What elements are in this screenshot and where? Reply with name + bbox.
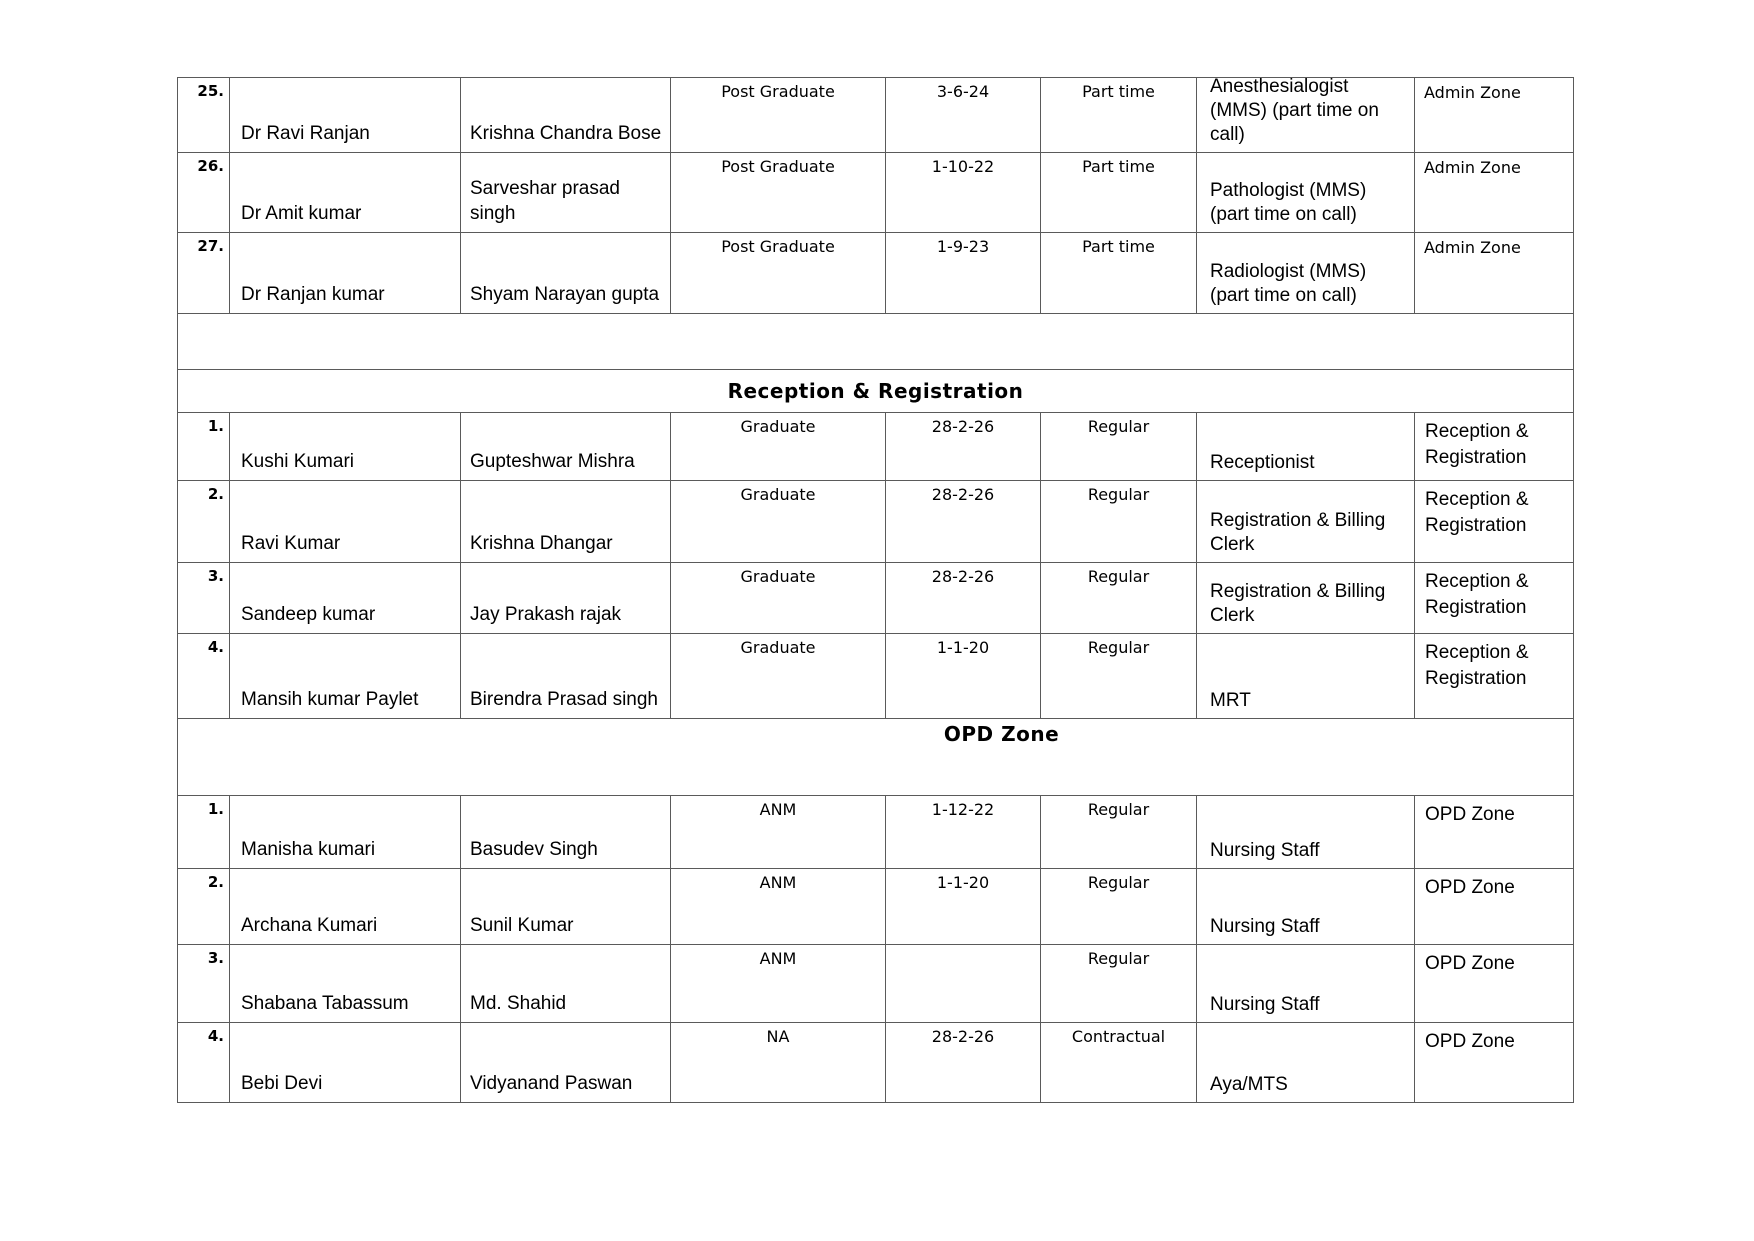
cell-name — [230, 945, 461, 1023]
cell-employment-type — [1041, 563, 1197, 634]
spacer-row — [178, 314, 1573, 370]
cell-father-name-text: Md. Shahid — [470, 993, 567, 1014]
cell-designation-text: MRT — [1210, 690, 1251, 711]
cell-qualification-text: ANM — [759, 949, 797, 968]
cell-father-name-text: Sunil Kumar — [470, 915, 574, 936]
cell-father-name — [461, 233, 671, 314]
cell-zone — [1415, 869, 1573, 945]
cell-qualification — [671, 634, 886, 719]
cell-zone — [1415, 153, 1573, 233]
cell-joining-date — [886, 481, 1041, 563]
cell-father-name — [461, 413, 671, 481]
cell-employment-type — [1041, 1023, 1197, 1102]
cell-name — [230, 563, 461, 634]
cell-serial-number-text: 3. — [207, 567, 224, 585]
cell-qualification — [671, 413, 886, 481]
cell-serial-number-text: 25. — [197, 82, 224, 100]
cell-joining-date-text: 28-2-26 — [931, 567, 995, 586]
cell-serial-number-text: 27. — [197, 237, 224, 255]
cell-qualification — [671, 78, 886, 153]
cell-designation-text: Radiologist (MMS) (part time on call) — [1210, 261, 1367, 306]
cell-designation — [1197, 78, 1415, 153]
cell-qualification — [671, 945, 886, 1023]
section-heading — [178, 370, 1573, 413]
cell-father-name-text: Jay Prakash rajak — [470, 604, 622, 625]
cell-serial-number-text: 1. — [207, 800, 224, 818]
cell-joining-date-text: 28-2-26 — [931, 485, 995, 504]
cell-father-name-text: Krishna Chandra Bose — [470, 123, 662, 144]
cell-employment-type — [1041, 869, 1197, 945]
cell-joining-date — [886, 634, 1041, 719]
cell-zone-text: Reception & Registration — [1425, 489, 1529, 536]
cell-joining-date — [886, 78, 1041, 153]
cell-designation-text: Receptionist — [1210, 452, 1315, 473]
cell-name-text: Mansih kumar Paylet — [241, 689, 419, 710]
cell-name-text: Shabana Tabassum — [241, 993, 409, 1014]
cell-serial-number — [178, 796, 230, 869]
cell-qualification-text: ANM — [759, 873, 797, 892]
cell-name — [230, 413, 461, 481]
cell-qualification-text: NA — [766, 1027, 790, 1046]
section-heading — [178, 719, 1573, 796]
cell-designation — [1197, 1023, 1415, 1102]
cell-employment-type-text: Regular — [1087, 873, 1150, 892]
cell-employment-type-text: Part time — [1082, 82, 1155, 101]
cell-zone-text: Admin Zone — [1424, 158, 1521, 177]
cell-designation — [1197, 153, 1415, 233]
cell-employment-type-text: Regular — [1087, 567, 1150, 586]
cell-qualification-text: Post Graduate — [721, 237, 835, 256]
cell-qualification — [671, 869, 886, 945]
cell-serial-number-text: 4. — [207, 638, 224, 656]
cell-serial-number-text: 26. — [197, 157, 224, 175]
cell-father-name-text: Krishna Dhangar — [470, 533, 613, 554]
cell-name — [230, 796, 461, 869]
cell-father-name — [461, 796, 671, 869]
cell-qualification-text: Post Graduate — [721, 157, 835, 176]
cell-serial-number — [178, 634, 230, 719]
cell-joining-date-text: 28-2-26 — [931, 417, 995, 436]
cell-zone — [1415, 945, 1573, 1023]
cell-joining-date — [886, 869, 1041, 945]
cell-joining-date-text: 1-1-20 — [936, 873, 990, 892]
cell-father-name-text: Vidyanand Paswan — [470, 1073, 633, 1094]
cell-designation — [1197, 945, 1415, 1023]
cell-serial-number — [178, 945, 230, 1023]
cell-father-name — [461, 481, 671, 563]
cell-zone — [1415, 563, 1573, 634]
cell-employment-type — [1041, 233, 1197, 314]
cell-zone — [1415, 481, 1573, 563]
cell-joining-date — [886, 563, 1041, 634]
cell-qualification — [671, 1023, 886, 1102]
cell-designation — [1197, 481, 1415, 563]
cell-qualification-text: ANM — [759, 800, 797, 819]
cell-joining-date — [886, 233, 1041, 314]
cell-zone — [1415, 796, 1573, 869]
cell-qualification-text: Graduate — [740, 567, 816, 586]
cell-joining-date — [886, 796, 1041, 869]
cell-joining-date-text: 1-10-22 — [931, 157, 995, 176]
cell-father-name — [461, 78, 671, 153]
cell-employment-type-text: Part time — [1082, 237, 1155, 256]
cell-designation-text: Anesthesialogist (MMS) (part time on call) — [1210, 78, 1379, 145]
cell-employment-type — [1041, 796, 1197, 869]
cell-qualification — [671, 153, 886, 233]
cell-qualification-text: Graduate — [740, 417, 816, 436]
cell-joining-date-text: 1-1-20 — [936, 638, 990, 657]
cell-father-name-text: Basudev Singh — [470, 839, 598, 860]
cell-joining-date — [886, 413, 1041, 481]
cell-serial-number — [178, 1023, 230, 1102]
cell-joining-date-text: 3-6-24 — [936, 82, 990, 101]
cell-zone-text: OPD Zone — [1425, 804, 1515, 825]
cell-father-name — [461, 634, 671, 719]
cell-name-text: Dr Amit kumar — [241, 203, 362, 224]
cell-zone-text: OPD Zone — [1425, 1031, 1515, 1052]
section-heading-text: Reception & Registration — [727, 379, 1024, 403]
cell-name — [230, 153, 461, 233]
cell-employment-type-text: Regular — [1087, 949, 1150, 968]
cell-zone-text: OPD Zone — [1425, 877, 1515, 898]
cell-joining-date-text: 28-2-26 — [931, 1027, 995, 1046]
cell-employment-type — [1041, 413, 1197, 481]
cell-employment-type — [1041, 153, 1197, 233]
cell-name-text: Dr Ranjan kumar — [241, 284, 385, 305]
cell-qualification — [671, 563, 886, 634]
cell-employment-type — [1041, 945, 1197, 1023]
cell-qualification — [671, 796, 886, 869]
cell-name — [230, 634, 461, 719]
cell-employment-type-text: Contractual — [1071, 1027, 1166, 1046]
cell-employment-type-text: Regular — [1087, 800, 1150, 819]
cell-employment-type-text: Regular — [1087, 485, 1150, 504]
cell-joining-date — [886, 945, 1041, 1023]
cell-name-text: Ravi Kumar — [241, 533, 341, 554]
cell-employment-type-text: Regular — [1087, 638, 1150, 657]
cell-name — [230, 233, 461, 314]
cell-zone — [1415, 1023, 1573, 1102]
cell-zone — [1415, 78, 1573, 153]
cell-father-name-text: Shyam Narayan gupta — [470, 284, 660, 305]
cell-name-text: Bebi Devi — [241, 1073, 323, 1094]
cell-zone-text: Admin Zone — [1424, 83, 1521, 102]
cell-designation-text: Aya/MTS — [1210, 1074, 1288, 1095]
cell-employment-type-text: Part time — [1082, 157, 1155, 176]
cell-designation — [1197, 233, 1415, 314]
cell-name-text: Dr Ravi Ranjan — [241, 123, 370, 144]
cell-father-name — [461, 869, 671, 945]
cell-zone-text: Reception & Registration — [1425, 571, 1529, 618]
cell-joining-date — [886, 153, 1041, 233]
cell-serial-number — [178, 413, 230, 481]
cell-designation-text: Nursing Staff — [1210, 916, 1320, 937]
cell-father-name — [461, 153, 671, 233]
cell-zone — [1415, 233, 1573, 314]
cell-serial-number-text: 3. — [207, 949, 224, 967]
cell-joining-date-text: 1-12-22 — [931, 800, 995, 819]
cell-serial-number — [178, 563, 230, 634]
cell-employment-type-text: Regular — [1087, 417, 1150, 436]
cell-zone-text: Reception & Registration — [1425, 421, 1529, 468]
cell-name — [230, 869, 461, 945]
section-heading-text: OPD Zone — [943, 722, 1060, 746]
cell-father-name — [461, 945, 671, 1023]
cell-name — [230, 1023, 461, 1102]
cell-qualification-text: Post Graduate — [721, 82, 835, 101]
cell-name-text: Manisha kumari — [241, 839, 376, 860]
cell-serial-number-text: 1. — [207, 417, 224, 435]
cell-joining-date-text: 1-9-23 — [936, 237, 990, 256]
cell-name-text: Kushi Kumari — [241, 451, 354, 472]
cell-designation-text: Registration & Billing Clerk — [1210, 510, 1386, 555]
cell-qualification-text: Graduate — [740, 485, 816, 504]
cell-serial-number — [178, 153, 230, 233]
cell-serial-number-text: 2. — [207, 485, 224, 503]
cell-father-name-text: Sarveshar prasad singh — [470, 178, 620, 224]
cell-qualification — [671, 233, 886, 314]
staff-table — [177, 77, 1574, 1103]
cell-father-name-text: Gupteshwar Mishra — [470, 451, 635, 472]
cell-qualification-text: Graduate — [740, 638, 816, 657]
cell-father-name-text: Birendra Prasad singh — [470, 689, 658, 710]
cell-zone — [1415, 634, 1573, 719]
cell-designation — [1197, 563, 1415, 634]
cell-designation-text: Pathologist (MMS) (part time on call) — [1210, 180, 1367, 225]
cell-designation — [1197, 869, 1415, 945]
cell-serial-number-text: 2. — [207, 873, 224, 891]
cell-serial-number — [178, 481, 230, 563]
cell-name — [230, 481, 461, 563]
cell-designation-text: Nursing Staff — [1210, 994, 1320, 1015]
cell-employment-type — [1041, 481, 1197, 563]
cell-serial-number-text: 4. — [207, 1027, 224, 1045]
cell-qualification — [671, 481, 886, 563]
cell-zone-text: Admin Zone — [1424, 238, 1521, 257]
cell-designation-text: Registration & Billing Clerk — [1210, 581, 1386, 626]
cell-name — [230, 78, 461, 153]
cell-zone — [1415, 413, 1573, 481]
cell-employment-type — [1041, 78, 1197, 153]
cell-designation — [1197, 796, 1415, 869]
cell-designation — [1197, 634, 1415, 719]
cell-employment-type — [1041, 634, 1197, 719]
cell-joining-date — [886, 1023, 1041, 1102]
cell-designation — [1197, 413, 1415, 481]
cell-serial-number — [178, 78, 230, 153]
cell-designation-text: Nursing Staff — [1210, 840, 1320, 861]
cell-serial-number — [178, 869, 230, 945]
cell-father-name — [461, 1023, 671, 1102]
cell-father-name — [461, 563, 671, 634]
cell-zone-text: Reception & Registration — [1425, 642, 1529, 689]
cell-serial-number — [178, 233, 230, 314]
cell-name-text: Archana Kumari — [241, 915, 378, 936]
cell-zone-text: OPD Zone — [1425, 953, 1515, 974]
cell-name-text: Sandeep kumar — [241, 604, 376, 625]
